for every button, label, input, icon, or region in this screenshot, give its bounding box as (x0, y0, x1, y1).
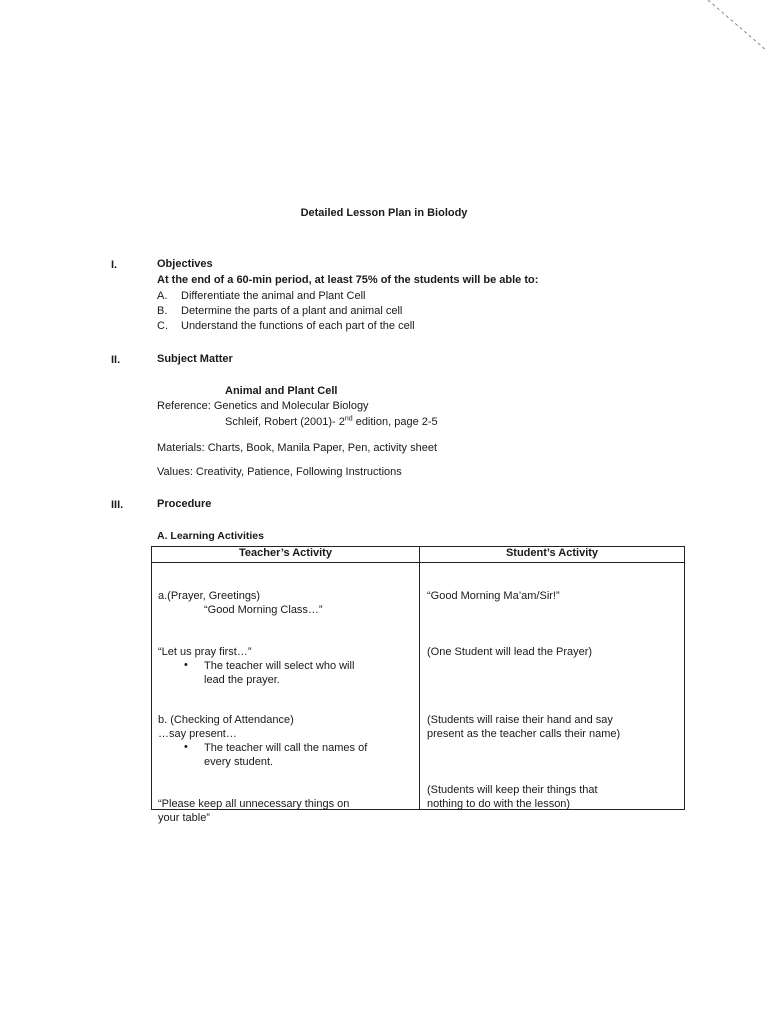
student-line: (One Student will lead the Prayer) (427, 646, 593, 658)
learning-activities-table (151, 546, 685, 824)
objectives-intro: At the end of a 60-min period, at least 75% of the students will be able to: (157, 274, 539, 286)
section-numeral-subject-matter: II. (111, 354, 121, 366)
student-activity-cell (420, 563, 685, 810)
procedure-subheading: A. Learning Activities (157, 530, 264, 542)
objective-item (157, 305, 402, 317)
teacher-line: “Please keep all unnecessary things on (158, 798, 350, 810)
citation-superscript: nd (344, 415, 353, 423)
subject-materials: Materials: Charts, Book, Manila Paper, Pen, activity sheet (157, 442, 438, 454)
student-line: present as the teacher calls their name) (427, 728, 621, 740)
teacher-line: “Let us pray first…” (158, 646, 252, 658)
bullet-icon: • (184, 659, 188, 671)
student-line: “Good Morning Ma’am/Sir!” (427, 590, 560, 602)
student-line: nothing to do with the lesson) (427, 798, 571, 810)
objective-text: Understand the functions of each part of the cell (181, 320, 415, 332)
teacher-line: “Good Morning Class…” (204, 604, 323, 616)
objective-text: Differentiate the animal and Plant Cell (181, 290, 366, 302)
section-heading-procedure: Procedure (157, 498, 212, 510)
citation-text: Schleif, Robert (2001)- 2 (225, 416, 345, 428)
teacher-line: b. (Checking of Attendance) (158, 714, 294, 726)
subject-reference: Reference: Genetics and Molecular Biology (157, 400, 369, 412)
section-heading-objectives: Objectives (157, 258, 213, 270)
teacher-line: a.(Prayer, Greetings) (158, 590, 261, 602)
citation-text-end: edition, page 2-5 (352, 416, 438, 428)
objective-letter: C. (157, 320, 168, 332)
student-line: (Students will raise their hand and say (427, 714, 613, 726)
teacher-line: lead the prayer. (204, 674, 280, 686)
subject-citation (225, 416, 438, 428)
objective-item (157, 320, 415, 332)
subject-values: Values: Creativity, Patience, Following Instructions (157, 466, 402, 478)
section-numeral-objectives: I. (111, 259, 118, 271)
teacher-line: …say present… (158, 728, 237, 740)
objective-item (157, 290, 365, 302)
teacher-line: your table” (158, 812, 210, 824)
teacher-line: every student. (204, 756, 274, 768)
objective-letter: B. (157, 305, 168, 317)
section-numeral-procedure: III. (111, 499, 124, 511)
teacher-line: The teacher will select who will (204, 660, 355, 672)
section-heading-subject-matter: Subject Matter (157, 353, 233, 365)
page-corner-fold-mark (688, 0, 768, 60)
document-title: Detailed Lesson Plan in Biolody (300, 207, 468, 219)
bullet-icon: • (184, 741, 188, 753)
table-header-student: Student’s Activity (420, 547, 685, 563)
student-line: (Students will keep their things that (427, 784, 598, 796)
objective-text: Determine the parts of a plant and animal cell (181, 305, 403, 317)
subject-topic: Animal and Plant Cell (225, 385, 338, 397)
table-header-teacher: Teacher’s Activity (152, 547, 420, 563)
objective-letter: A. (157, 290, 168, 302)
teacher-activity-cell (152, 563, 420, 824)
teacher-line: The teacher will call the names of (204, 742, 368, 754)
